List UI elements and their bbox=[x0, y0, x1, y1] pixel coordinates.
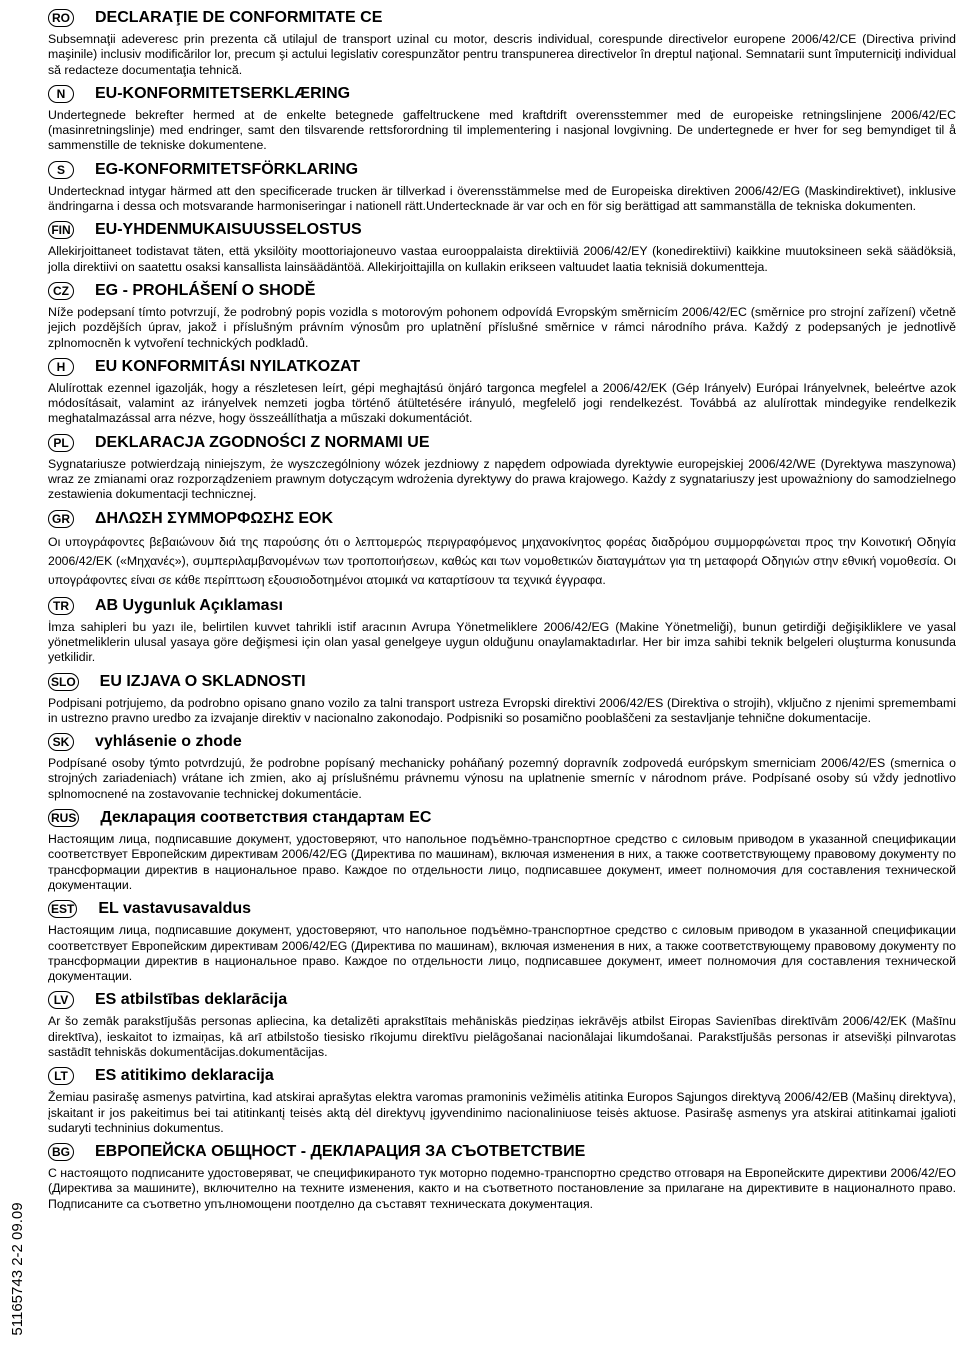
country-code-badge: BG bbox=[48, 1143, 74, 1161]
declaration-heading: DECLARAŢIE DE CONFORMITATE CE bbox=[95, 9, 383, 26]
declaration-heading: AB Uygunluk Açıklaması bbox=[95, 596, 283, 614]
country-code-badge: RUS bbox=[48, 809, 79, 827]
declaration-fin bbox=[48, 218, 956, 275]
country-code-badge: RO bbox=[48, 9, 74, 27]
declaration-header bbox=[48, 1140, 956, 1164]
declaration-gr bbox=[48, 507, 956, 590]
declaration-heading: DEKLARACJA ZGODNOŚCI Z NORMAMI UE bbox=[95, 433, 430, 451]
declaration-body: Allekirjoittaneet todistavat täten, että yksilöity moottoriajoneuvo vastaa eurooppalaista direktiiviä 2006/42/EY (konedirektiivi) kaikkine muutoksineen sekä säädöksiä, jolla direktiivi on saatettu osaksi kansallista lainsäädäntöä. Allekirjoittajilla on kullakin erikseen valtuudet laatia teknisiä dokumentteja. bbox=[48, 244, 956, 274]
declaration-header bbox=[48, 806, 956, 830]
declaration-tr bbox=[48, 594, 956, 666]
country-code-badge: H bbox=[48, 358, 74, 376]
country-code-badge: FIN bbox=[48, 221, 74, 239]
country-code-badge: N bbox=[48, 85, 74, 103]
declaration-n bbox=[48, 82, 956, 154]
declaration-header bbox=[48, 6, 956, 30]
declaration-heading: ES atitikimo deklaracija bbox=[95, 1067, 274, 1085]
declaration-sk bbox=[48, 730, 956, 802]
country-code-badge: LT bbox=[48, 1067, 74, 1085]
declaration-body: Настоящим лица, подписавшие документ, удостоверяют, что напольное подъёмно-транспортное средство с силовым приводом в указанной спецификации соответствует Европейским директивам 2006/42/EG (Директива по машинам), включая изменения в них, а также соответствующему правовому документу по трансформации директив в национальное право. Каждое по отдельности лицо, подписавшее документ, имеет полномочия для составления технической документации. bbox=[48, 832, 956, 892]
country-code-badge: TR bbox=[48, 597, 74, 615]
declaration-body: İmza sahipleri bu yazı ile, belirtilen kuvvet tahrikli istif aracının Avrupa Yönetmeliklere 2006/42/EG (Makine Yönetmeliği), bunun getirdiği değişikliklere ve yasal yönetmeliklerin ulusal yasaya göre değişmesi için olan yasal genelgeye uygun olduğunu onaylamaktadırlar. Her bir imza sahibi teknik belgeleri oluşturma konusunda yetkilidir. bbox=[48, 619, 956, 665]
country-code-badge: LV bbox=[48, 991, 74, 1009]
declaration-body: Sygnatariusze potwierdzają niniejszym, że wyszczególniony wózek jezdniowy z napędem odpowiada dyrektywie europejskiej 2006/42/WE (Dyrektywa maszynowa) wraz ze zmianami oraz rozporządzeniem prawnym dotyczącym wdrożenia dyrektywy do prawa krajowego. Każdy z sygnatariuszy jest upoważniony do samodzielnego zestawienia dokumentacji technicznej. bbox=[48, 456, 956, 502]
declaration-body: Οι υπογράφοντες βεβαιώνουν διά της παρούσης ότι ο λεπτομερώς περιγραφόμενος μηχανοκίνητος φορέας διαδρόμου συμμορφώνεται προς την Κοινοτική Οδηγία 2006/42/ΕΚ («Μηχανές»), συμπεριλαμβανομένων των τροποποιήσεων, καθώς και των νομοθετικών διαταγμάτων για τη μεταφορά Οδηγιών στην εθνική νομοθεσία. Οι υπογράφοντες είναι σε κάθε περίπτωση εξουσιοδοτημένοι ατομικά να καταρτίσουν τα τεχνικά έγγραφα. bbox=[48, 534, 956, 587]
document-code: 51165743 2-2 09.09 bbox=[9, 1202, 26, 1336]
declaration-cz bbox=[48, 279, 956, 351]
declaration-header bbox=[48, 897, 956, 921]
declaration-est bbox=[48, 897, 956, 984]
declaration-header bbox=[48, 82, 956, 106]
declaration-body: Undertecknad intygar härmed att den specificerade trucken är tillverkad i överensstämmelse med de Europeiska direktiven 2006/42/EG (Maskindirektivet), inklusive ändringarna i dessa och motsvarande harmoniseringar i nationell rätt.Undertecknade är var och en för sig berättigad att sammanställa de tekniska dokumenten. bbox=[48, 183, 956, 214]
declaration-heading: Декларация соответствия стандартам ЕС bbox=[100, 809, 432, 827]
declaration-slo bbox=[48, 670, 956, 727]
declaration-body: Podpísané osoby týmto potvrdzujú, že podrobne popísaný mechanicky poháňaný pozemný dopravník zodpovedá európskym smerniciam 2006/42/ES (smernica o strojných zariadeniach) vrátane ich zmien, ako aj príslušnému právnemu výnosu na uplatnenie smerníc v národnom práve. Podpísané osoby sú vždy jednotlivo splnomocnené na zostavovanie technickej dokumentácie. bbox=[48, 756, 956, 801]
declaration-h bbox=[48, 355, 956, 427]
declaration-header bbox=[48, 218, 956, 242]
declaration-header bbox=[48, 279, 956, 303]
declaration-heading: EU-KONFORMITETSERKLÆRING bbox=[95, 84, 351, 102]
country-code-badge: SK bbox=[48, 733, 74, 751]
country-code-badge: S bbox=[48, 161, 74, 179]
declaration-heading: EG-KONFORMITETSFÖRKLARING bbox=[95, 160, 359, 178]
country-code-badge: GR bbox=[48, 510, 74, 528]
declaration-bg bbox=[48, 1140, 956, 1212]
country-code-badge: SLO bbox=[48, 673, 79, 691]
declaration-header bbox=[48, 431, 956, 455]
declaration-heading: ES atbilstības deklarācija bbox=[95, 991, 288, 1009]
declaration-header bbox=[48, 158, 956, 182]
declaration-header bbox=[48, 507, 956, 531]
declaration-header bbox=[48, 594, 956, 618]
declaration-header bbox=[48, 730, 956, 754]
declaration-heading: ЕВРОПЕЙСКА ОБЩНОСТ - ДЕКЛАРАЦИЯ ЗА СЪОТВЕТСТВИЕ bbox=[95, 1143, 586, 1161]
declaration-body: Alulírottak ezennel igazolják, hogy a részletesen leírt, gépi meghajtású önjáró targonca megfelel a 2006/42/EK (Gép Irányelv) Európai Irányelvnek, beleértve azok módosításait, valamint az irányelvek nemzeti jogba történő átültetésére irányuló, megfelelő jogi rendelkezést. Továbbá az alulírottak mindegyike rendelkezik meghatalmazással arra nézve, hogy összeállíthatja a műszaki dokumentációt. bbox=[48, 380, 956, 426]
declaration-rus bbox=[48, 806, 956, 893]
declaration-body: С настоящото подписаните удостоверяват, че спецификираното тук моторно подемно-транспортно средство отговаря на Европейските директиви 2006/42/ЕО (Директива за машините), включително на техните изменения, както и на съответното постановление за прилагане на директивите в националното право. Подписаните са съответно упълномощени поотделно да съставят техническата документация. bbox=[48, 1166, 956, 1211]
declaration-heading: EU-YHDENMUKAISUUSSELOSTUS bbox=[95, 221, 362, 239]
declaration-heading: EG - PROHLÁŠENÍ O SHODĚ bbox=[95, 281, 316, 299]
declaration-body: Undertegnede bekrefter hermed at de enkelte betegnede gaffeltruckene med kraftdrift overensstemmer med de europeiske retningslinjene 2006/42/EC (masinretningslinje) med endringer, samt den tilsvarende rettsforordning til implementering i nasjonal lovgivning. De undertegnede er hver for seg bemyndiget til å sammenstille de tekniske dokumentene. bbox=[48, 107, 956, 153]
declaration-heading: ΔΗΛΩΣΗ ΣΥΜΜΟΡΦΩΣΗΣ ΕΟΚ bbox=[95, 509, 334, 527]
declaration-heading: EU IZJAVA O SKLADNOSTI bbox=[99, 672, 306, 690]
declaration-body: Podpisani potrjujemo, da podrobno opisano gnano vozilo za talni transport ustreza Evropski direktivi 2006/42/ES (Direktiva o strojih), vključno z njenimi spremembami in ustrezno pravno uredbo za izvajanje direktiv v nacionalno zakonodajo. Podpisniki so posamično pooblaščeni za sestavljanje tehnične dokumentacije. bbox=[48, 695, 956, 725]
declarations-list bbox=[48, 6, 956, 1216]
declaration-pl bbox=[48, 431, 956, 503]
country-code-badge: CZ bbox=[48, 282, 74, 300]
declaration-header bbox=[48, 988, 956, 1012]
declaration-body: Subsemnaţii adeveresc prin prezenta că utilajul de transport uzinal cu motor, descris individual, corespunde directivelor europene 2006/42/CE (Directiva privind maşinile) inclusiv modificărilor lor, precum şi actului legislativ corespunzător pentru transpunerea directivelor în dreptul naţional. Semnatarii sunt împuterniciţi individual să redacteze documentaţia tehnică. bbox=[48, 32, 956, 77]
declaration-heading: vyhlásenie o zhode bbox=[95, 733, 242, 751]
declaration-lv bbox=[48, 988, 956, 1060]
declaration-body: Žemiau pasirašę asmenys patvirtina, kad atskirai aprašytas elektra varomas pramoninis vežimėlis atitinka Europos Sąjungos direktyvą 2006/42/EB (Mašinų direktyva), įskaitant ir jos pakeitimus bei tai atitinkantį teisės aktą dėl direktyvų įgyvendinimo nacionaliniuose teisės aktuose. Pasirašę asmenys yra atskirai atitinkamai įgalioti sudaryti techninius dokumentus. bbox=[48, 1090, 956, 1135]
declaration-body: Ar šo zemāk parakstījušās personas apliecina, ka detalizēti aprakstītais mehāniskās piedziņas iekrāvējs atbilst Eiropas Savienības direktīvām 2006/42/EK (Mašīnu direktīva), ieskaitot to izmaiņas, kā arī atbilstošo tiesisko rīkojumu direktīvu pielāgošanai nacionālajai likumdošanai. Parakstījušās personas ir atsevišķi pilnvarotas sastādīt tehniskās dokumentācijas.dokumentācijas. bbox=[48, 1014, 956, 1059]
declaration-lt bbox=[48, 1064, 956, 1136]
declaration-header bbox=[48, 670, 956, 694]
declaration-body: Настоящим лица, подписавшие документ, удостоверяют, что напольное подъёмно-транспортное средство с силовым приводом в указанной спецификации соответствует Европейским директивам 2006/42/EG (Директива по машинам), включая изменения в них, а также соответствующему правовому документу по трансформации директив в национальное право. Каждое по отдельности лицо, подписавшее документ, имеет полномочия для составления технической документации. bbox=[48, 923, 956, 984]
declaration-body: Níže podepsaní tímto potvrzují, že podrobný popis vozidla s motorovým pohonem odpovídá Evropským směrnicím 2006/42/EC (směrnice pro strojní zařízení) včetně jejich pozdějších úprav, jakož i příslušným právním výnosům pro uplatnění příslušné směrnice v rámci národního práva. Každý z podepsaných je jednotlivě zplnomocněn k vytvoření technických podkladů. bbox=[48, 304, 956, 350]
declaration-s bbox=[48, 158, 956, 215]
declaration-header bbox=[48, 355, 956, 379]
country-code-badge: PL bbox=[48, 434, 74, 452]
declaration-heading: EL vastavusavaldus bbox=[98, 900, 252, 918]
declaration-header bbox=[48, 1064, 956, 1088]
country-code-badge: EST bbox=[48, 900, 77, 918]
declaration-ro bbox=[48, 6, 956, 78]
declaration-heading: EU KONFORMITÁSI NYILATKOZAT bbox=[95, 357, 361, 375]
